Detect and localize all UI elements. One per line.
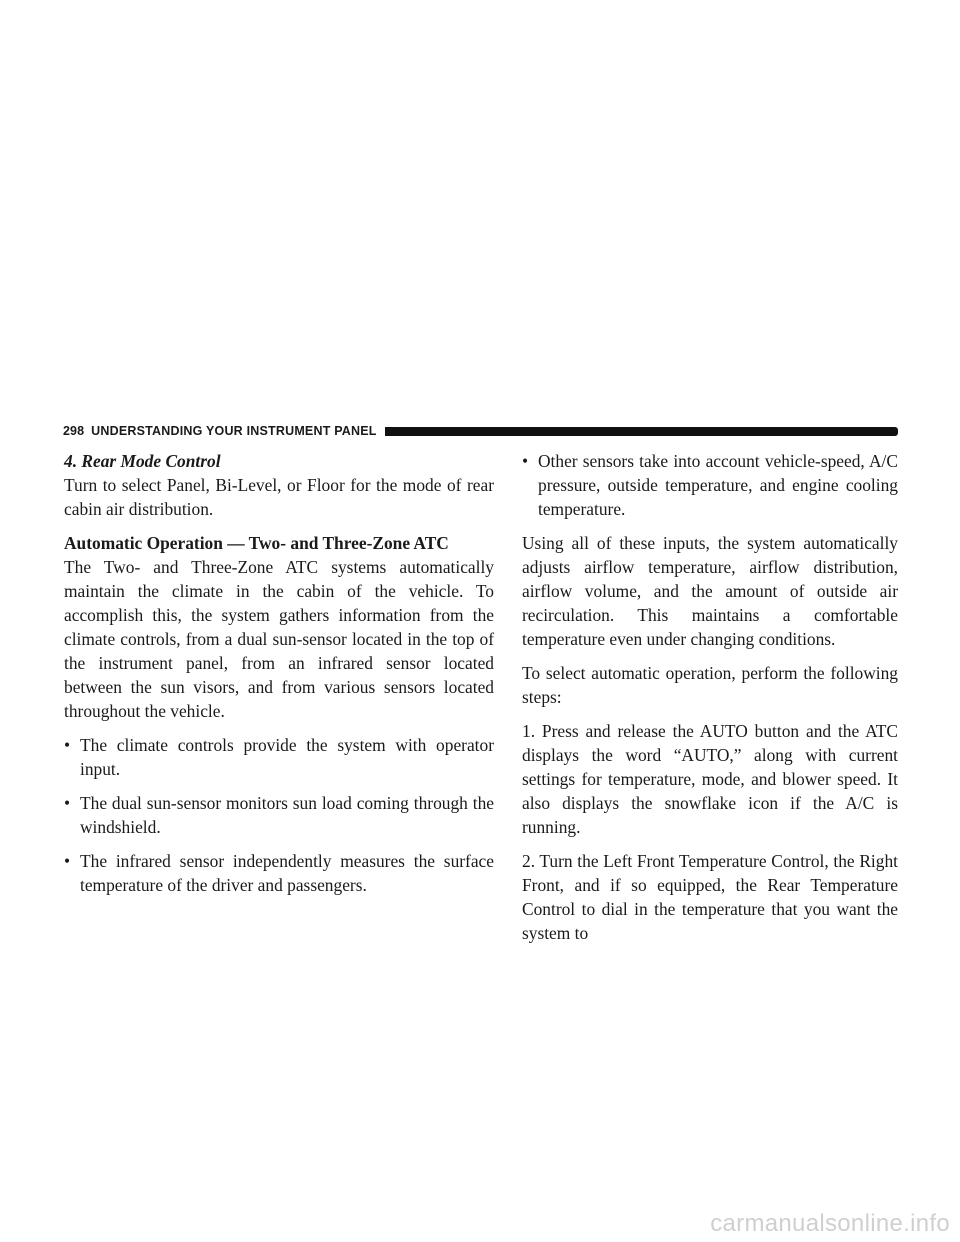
paragraph: 2. Turn the Left Front Temperature Control, the Right Front, and if so equipped, the Rear Temperature Control to dial in the temperature that you want the system to — [522, 851, 898, 943]
sensor-bullet-list — [64, 733, 494, 897]
bullet-icon: • — [64, 735, 71, 755]
list-item-text: The infrared sensor independently measures the surface temperature of the driver and passengers. — [80, 851, 494, 895]
bullet-icon: • — [64, 851, 71, 871]
paragraph: 1. Press and release the AUTO button and the ATC displays the word “AUTO,” along with current settings for temperature, mode, and blower speed. It also displays the snowflake icon if the A/C is running. — [522, 721, 898, 837]
section-heading: 4. Rear Mode Control — [64, 451, 221, 471]
section-heading: Automatic Operation — Two- and Three-Zone ATC — [64, 533, 449, 553]
sensor-bullet-list-continued — [522, 449, 898, 521]
paragraph: To select automatic operation, perform the following steps: — [522, 663, 898, 707]
header-rule-bar — [385, 427, 898, 436]
list-item — [64, 849, 494, 897]
bullet-icon: • — [522, 451, 529, 471]
list-item-text: The dual sun-sensor monitors sun load coming through the windshield. — [80, 793, 494, 837]
section-automatic-operation — [64, 531, 494, 723]
page-number: 298 — [63, 424, 85, 438]
left-column — [64, 449, 494, 907]
bullet-icon: • — [64, 793, 71, 813]
list-item-text: The climate controls provide the system with operator input. — [80, 735, 494, 779]
paragraph: Using all of these inputs, the system automatically adjusts airflow temperature, airflow distribution, airflow volume, and the amount of outside air recirculation. This maintains a comfortable temperature even under changing conditions. — [522, 533, 898, 649]
section-rear-mode-control — [64, 449, 494, 521]
right-column — [522, 449, 898, 955]
list-item-text: Other sensors take into account vehicle-speed, A/C pressure, outside temperature, and engine cooling temperature. — [538, 451, 898, 519]
running-head: UNDERSTANDING YOUR INSTRUMENT PANEL — [91, 424, 377, 438]
section-body: The Two- and Three-Zone ATC systems automatically maintain the climate in the cabin of the vehicle. To accomplish this, the system gathers information from the climate controls, from a dual sun-sensor located in the top of the instrument panel, from an infrared sensor located between the sun visors, and from various sensors located throughout the vehicle. — [64, 557, 494, 721]
list-item — [64, 733, 494, 781]
list-item — [522, 449, 898, 521]
list-item — [64, 791, 494, 839]
site-watermark: carmanualsonline.info — [710, 1210, 950, 1237]
section-body: Turn to select Panel, Bi-Level, or Floor for the mode of rear cabin air distribution. — [64, 475, 494, 519]
page-header — [63, 421, 898, 441]
